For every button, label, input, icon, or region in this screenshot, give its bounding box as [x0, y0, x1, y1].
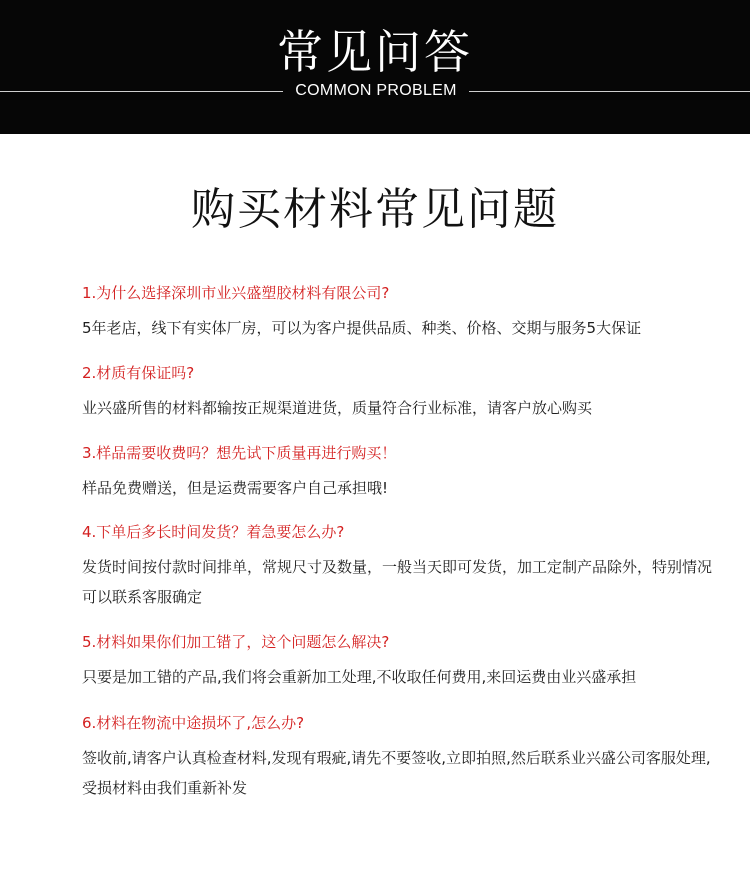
- faq-item: [82, 363, 712, 423]
- faq-item: [82, 443, 712, 503]
- faq-question: 6.材料在物流中途损坏了,怎么办?: [82, 714, 305, 732]
- banner-title: 常见问答: [277, 25, 473, 79]
- faq-item: [82, 522, 712, 612]
- banner-subtitle: COMMON PROBLEM: [295, 82, 457, 99]
- faq-item: [82, 632, 712, 692]
- banner-divider-left: [0, 91, 283, 92]
- faq-answer: 5年老店，线下有实体厂房，可以为客户提供品质、种类、价格、交期与服务5大保证: [82, 319, 642, 337]
- faq-question: 3.样品需要收费吗？想先试下质量再进行购买！: [82, 444, 397, 462]
- banner-divider-right: [469, 91, 750, 92]
- faq-question: 2.材质有保证吗?: [82, 364, 195, 382]
- faq-answer: 发货时间按付款时间排单，常规尺寸及数量，一般当天即可发货，加工定制产品除外，特别情况可以联系客服确定: [82, 558, 713, 606]
- faq-answer: 只要是加工错的产品,我们将会重新加工处理,不收取任何费用,来回运费由业兴盛承担: [82, 668, 637, 686]
- faq-answer: 业兴盛所售的材料都输按正规渠道进货，质量符合行业标准，请客户放心购买: [82, 399, 593, 417]
- faq-answer: 签收前,请客户认真检查材料,发现有瑕疵,请先不要签收,立即拍照,然后联系业兴盛公司客服处理,受损材料由我们重新补发: [82, 749, 711, 797]
- faq-item: [82, 283, 712, 343]
- faq-question: 5.材料如果你们加工错了，这个问题怎么解决?: [82, 633, 390, 651]
- faq-question: 4.下单后多长时间发货？着急要怎么办?: [82, 523, 345, 541]
- header-banner: [0, 0, 750, 134]
- faq-question: 1.为什么选择深圳市业兴盛塑胶材料有限公司?: [82, 284, 390, 302]
- faq-item: [82, 713, 712, 803]
- section-title: 购买材料常见问题: [191, 184, 559, 235]
- faq-answer: 样品免费赠送，但是运费需要客户自己承担哦!: [82, 479, 389, 497]
